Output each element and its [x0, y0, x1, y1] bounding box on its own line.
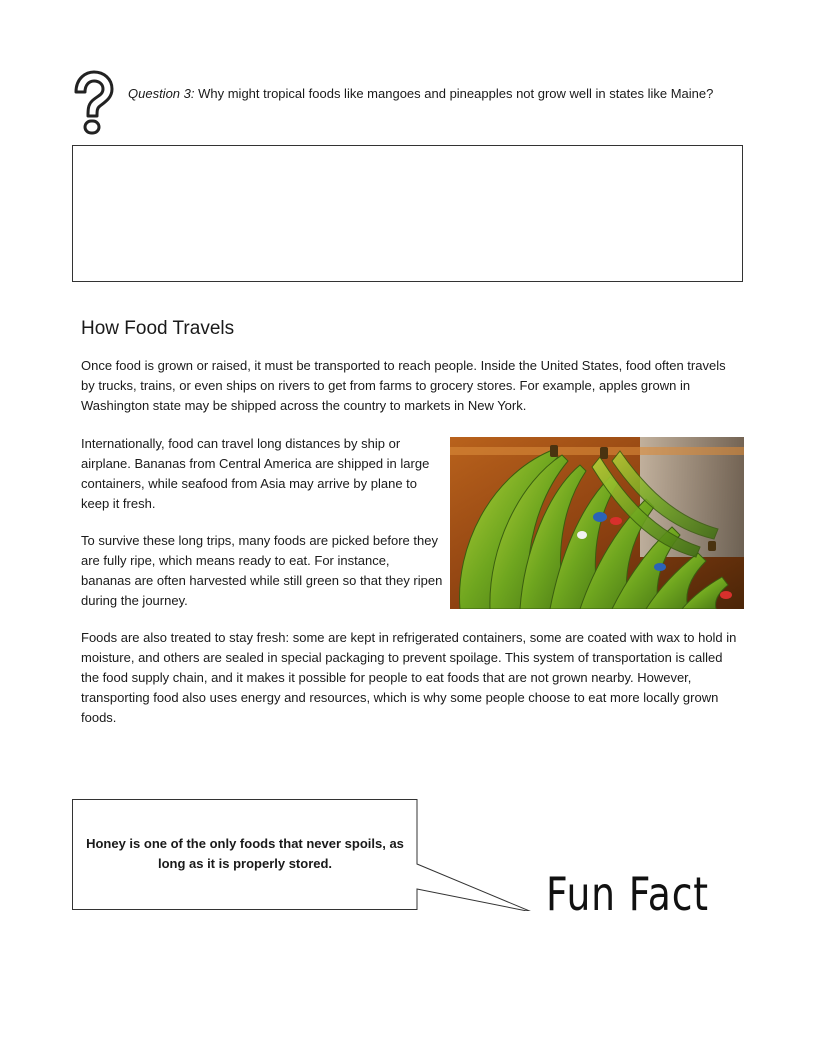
question-body: Why might tropical foods like mangoes and pineapples not grow well in states like Maine? — [194, 86, 714, 101]
question-label: Question 3: — [128, 86, 195, 101]
paragraph-international-transport: Internationally, food can travel long distances by ship or airplane. Bananas from Central America are shipped in large containers, while seafood from Asia may arrive by plane to keep it fresh. — [81, 436, 430, 511]
fun-fact-text: Honey is one of the only foods that never spoils, as long as it is properly stored. — [86, 836, 404, 871]
paragraph-supply-chain: Foods are also treated to stay fresh: some are kept in refrigerated containers, some are coated with wax to hold in moisture, and others are sealed in special packaging to prevent spoilage. This system of transportation is called the food supply chain, and it makes it possible for people to eat foods that are not grown nearby. However, transporting food also uses energy and resources, which is why some people choose to eat more locally grown foods. — [81, 630, 737, 725]
fun-fact-label: Fun Fact — [546, 867, 709, 921]
paragraph-ripening: To survive these long trips, many foods are picked before they are fully ripe, which means ready to eat. For instance, bananas are often harvested while still green so that they ripen during the journey. — [81, 533, 443, 608]
answer-box[interactable] — [72, 145, 743, 282]
section-heading: How Food Travels — [81, 318, 235, 339]
question-mark-icon — [70, 70, 116, 136]
bananas-photo — [450, 437, 744, 609]
question-text — [128, 84, 728, 104]
paragraph-domestic-transport: Once food is grown or raised, it must be transported to reach people. Inside the United States, food often travels by trucks, trains, or even ships on rivers to get from farms to grocery stores. For example, apples grown in Washington state may be shipped across the country to markets in New York. — [81, 358, 726, 413]
